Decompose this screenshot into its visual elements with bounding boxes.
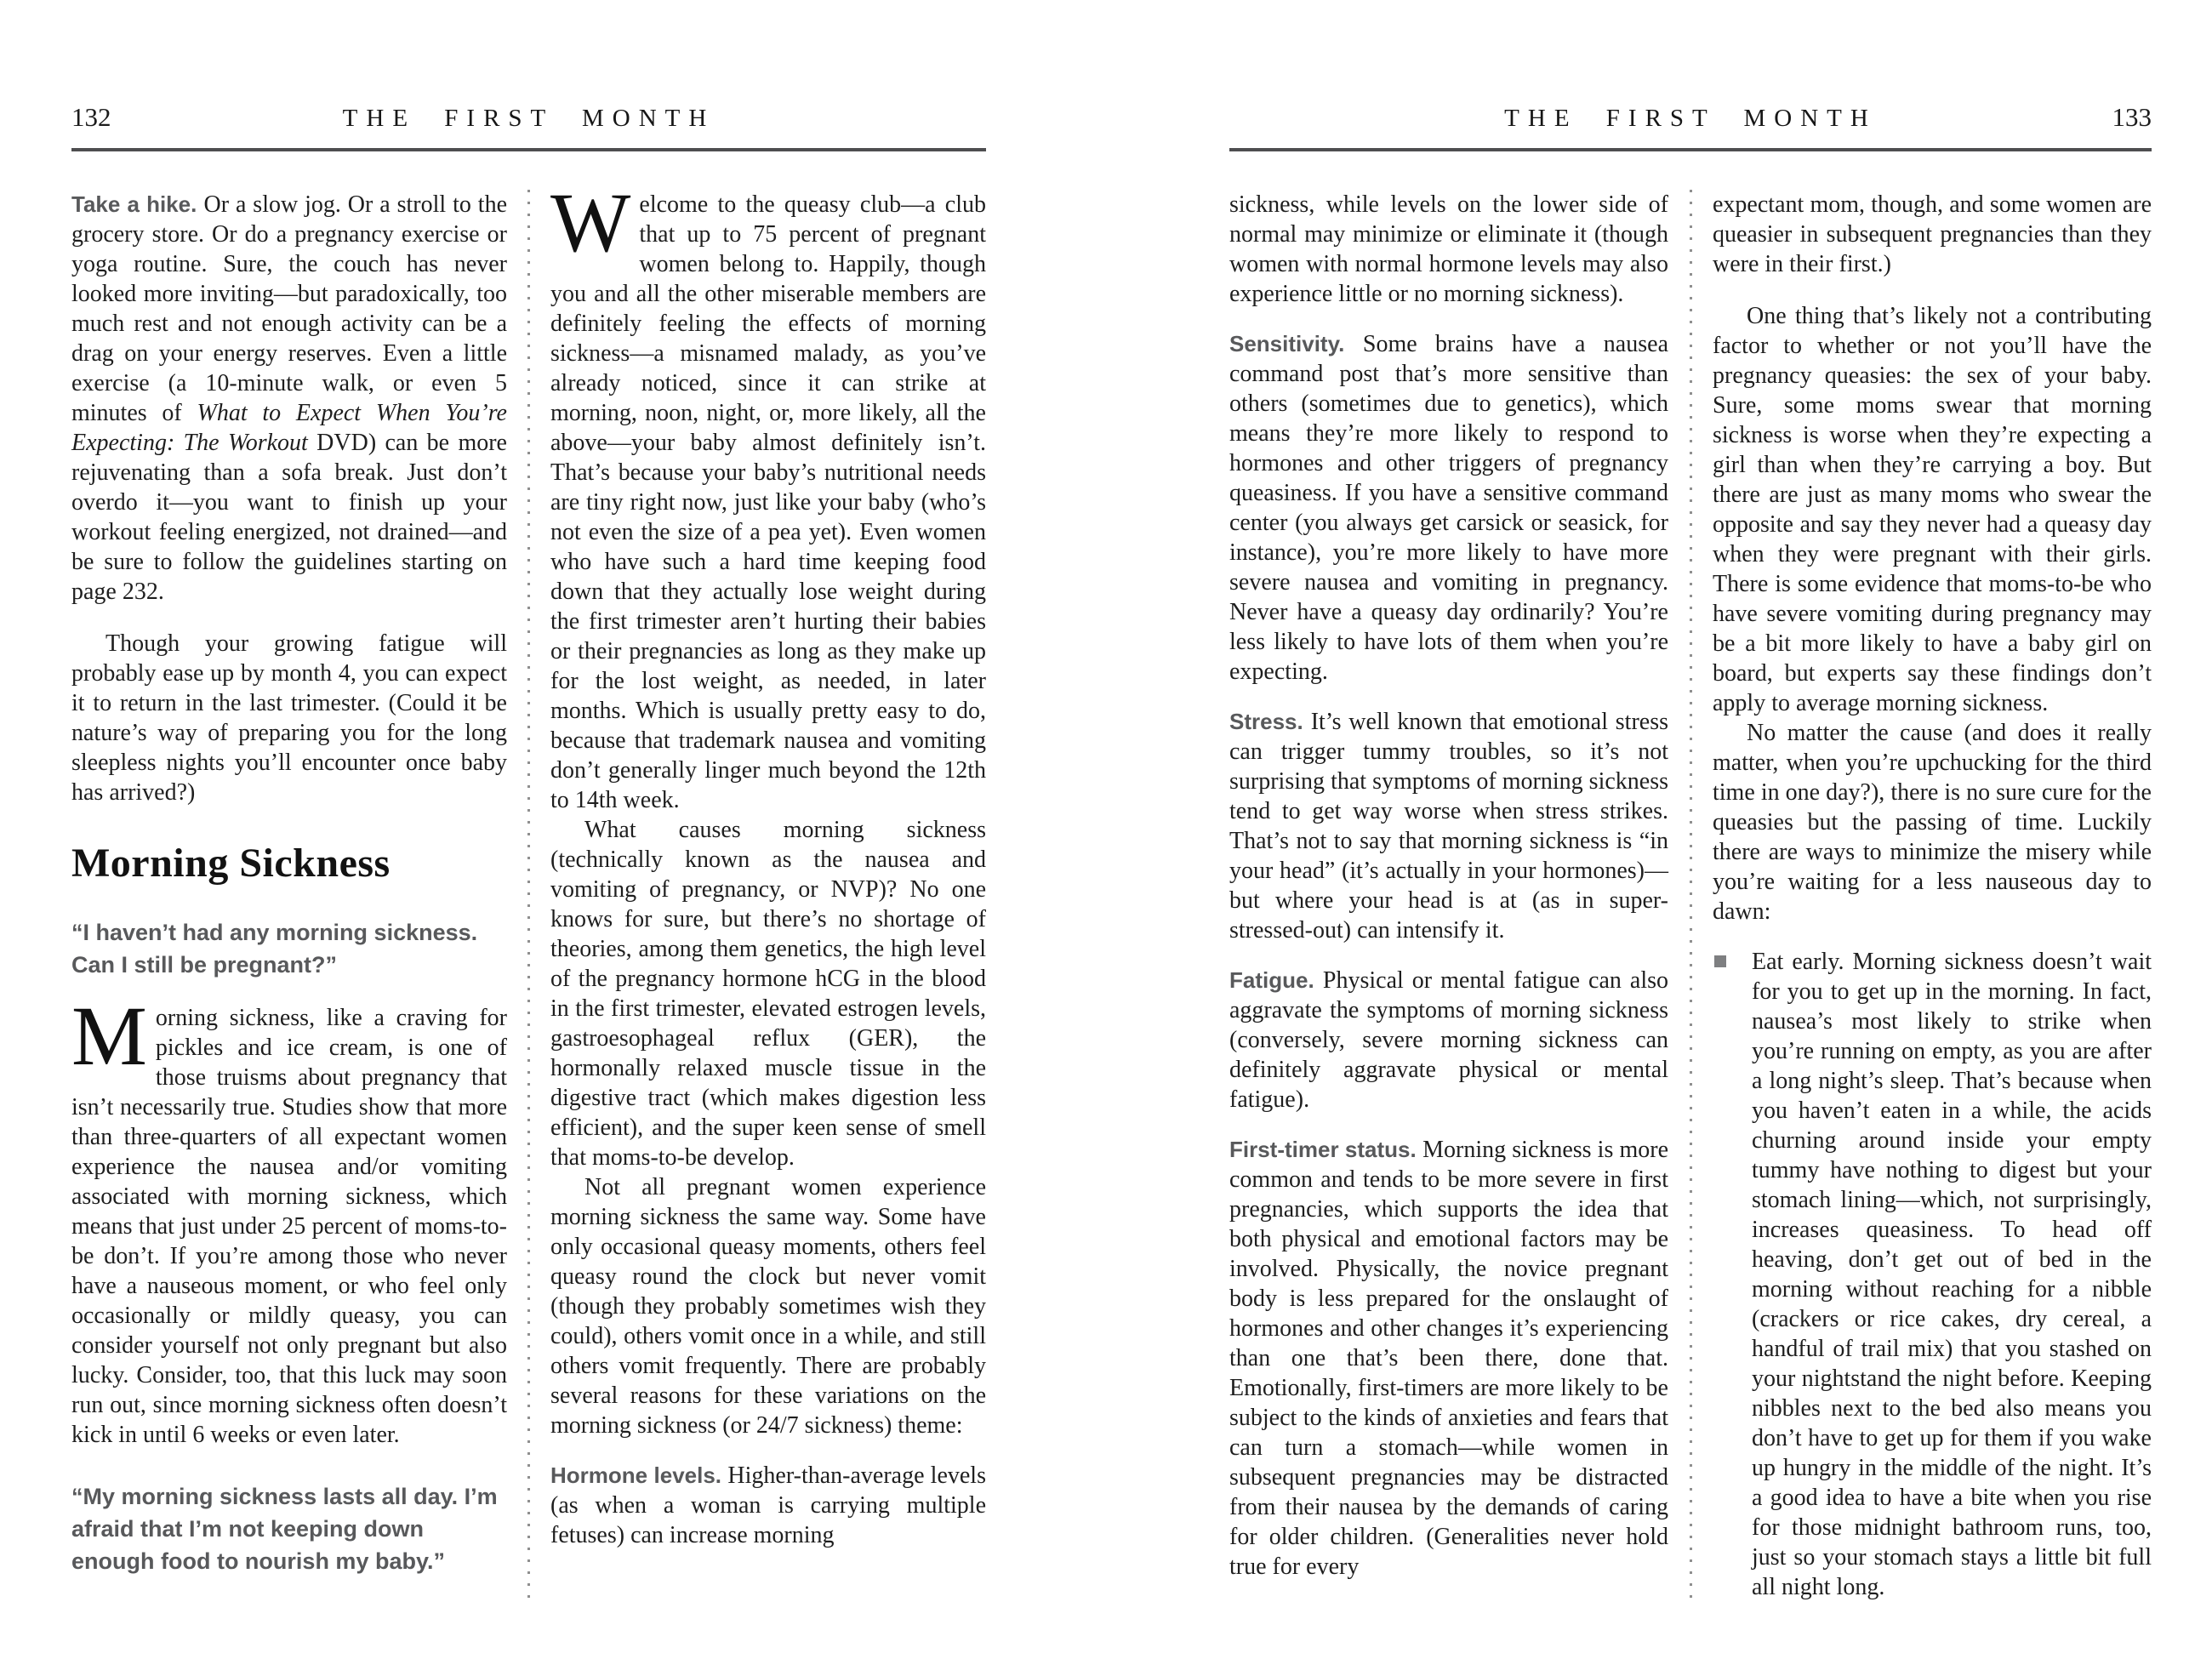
text-run: Not all pregnant women experience morning sickness the same way. Some have only occasional queasy moments, others feel queasy round the clock but never vomit (though they probably sometimes wish they could), others vomit once in a while, and still others vomit frequently. There are probably several reasons for these variations on the morning sickness (or 24/7 sickness) theme: (550, 1174, 986, 1439)
body-paragraph (550, 815, 986, 1172)
column-gap (507, 190, 550, 1599)
running-header-row (1229, 102, 2152, 136)
page-132 (71, 102, 986, 1599)
column-2 (550, 175, 986, 1599)
paragraph-lead-in: Take a hike. (71, 191, 204, 217)
reader-question: “My morning sickness lasts all day. I’m afraid that I’m not keeping down enough food to nourish my baby.” (71, 1484, 498, 1574)
page-number: 133 (2112, 102, 2152, 132)
body-paragraph (1229, 190, 1668, 309)
drop-cap: M (71, 989, 147, 1083)
header-rule (1229, 148, 2152, 151)
text-run: It’s well known that emotional stress can trigger tummy troubles, so it’s not surprising that symptoms of morning sickness tend to get way worse when stress strikes. That’s not to say that morning sickness is “in your head” (it’s actually in your hormones)—but where your head is at (as in super-stressed-out) can intensify it. (1229, 709, 1669, 944)
header-rule (71, 148, 986, 151)
running-header-row (71, 102, 986, 136)
paragraph-lead-in: Hormone levels. (550, 1462, 728, 1488)
reader-question: “I haven’t had any morning sickness. Can I still be pregnant?” (71, 920, 478, 978)
paragraph-lead-in: Stress. (1229, 709, 1311, 734)
body-paragraph (1713, 718, 2152, 926)
text-run: sickness, while levels on the lower side of normal may minimize or eliminate it (though women with normal hormone levels may also experience little or no morning sickness). (1229, 191, 1668, 307)
text-run: Morning sickness is more common and tends to be more severe in first pregnancies, which supports the idea that both physical and emotional factors may be involved. Physically, the novice pregnant body is less prepared for the onslaught of hormones and other changes it’s experiencing than one that’s been there, done that. Emotionally, first-timers are more likely to be subject to the kinds of anxieties and fears that can turn a stomach—while women in subsequent pregnancies may be distracted from their nausea by the demands of caring for older children. (Generalities never hold true for every (1229, 1137, 1669, 1580)
page-133 (1229, 102, 2152, 1602)
text-run: elcome to the queasy club—a club that up to 75 percent of pregnant women belong to. Happily, though you and all the other miserable members are definitely feeling the effects of morning sickness—a misnamed malady, as you’ve already noticed, since it can strike at morning, noon, night, or, more likely, all the above—your baby almost definitely isn’t. That’s because your baby’s nutritional needs are tiny right now, just like your baby (who’s not even the size of a pea yet). Even women who have such a hard time keeping food down that they actually lose weight during the first trimester aren’t hurting their babies or their pregnancies as long as they make up for the lost weight, as needed, in later months. Which is usually pretty easy to do, because that trademark nausea and vomiting don’t generally linger much beyond the 12th to 14th week. (550, 191, 986, 813)
text-run: orning sickness, like a craving for pickles and ice cream, is one of those truisms about pregnancy that isn’t necessarily true. Studies show that more than three-quarters of all expectant women experience the nausea and/or vomiting associated with morning sickness, which means that just under 25 percent of moms-to-be don’t. If you’re among those who never have a nauseous moment, or who feel only occasionally or mildly queasy, you can consider yourself not only pregnant but also lucky. Consider, too, that this luck may soon run out, since morning sickness often doesn’t kick in until 6 weeks or even later. (71, 1005, 507, 1448)
text-run: What causes morning sickness (technically known as the nausea and vomiting of pregnancy, or NVP)? No one knows for sure, but there’s no shortage of theories, among them genetics, the high level of the pregnancy hormone hCG in the blood in the first trimester, elevated estrogen levels, gastroesophageal reflux (GER), the hormonally relaxed muscle tissue in the digestive tract (which makes digestion less efficient), and the super keen sense of smell that moms-to-be develop. (550, 817, 986, 1171)
body-paragraph (71, 989, 507, 1450)
body-paragraph (71, 190, 507, 607)
dotted-column-rule (1690, 190, 1692, 1602)
text-run: Or a slow jog. Or a stroll to the grocery store. Or do a pregnancy exercise or yoga routine. Sure, the couch has never looked more inviting—but paradoxically, too much rest and not enough activity can be a drag on your energy reserves. Even a little exercise (a 10-minute walk, or even 5 minutes of (71, 191, 508, 426)
bullet-paragraph (1752, 947, 2152, 1602)
page-number: 132 (71, 102, 111, 132)
bullet-list-item (1713, 947, 2152, 1602)
body-paragraph (71, 629, 507, 807)
body-paragraph (550, 175, 986, 815)
section-heading: Morning Sickness (71, 841, 391, 886)
body-paragraph (1229, 1135, 1668, 1582)
italic-book-title: What to Expect When You’re Expecting: The Workout (71, 400, 507, 456)
dotted-column-rule (527, 190, 530, 1599)
drop-cap: W (550, 175, 631, 270)
body-paragraph (1229, 329, 1668, 687)
paragraph-lead-in: First-timer status. (1229, 1137, 1423, 1162)
text-run: Though your growing fatigue will probably ease up by month 4, you can expect it to return in the last trimester. (Could it be nature’s way of preparing you for the long sleepless nights you’ll encounter once baby has arrived?) (71, 630, 507, 806)
text-run: DVD) can be more rejuvenating than a sofa break. Just don’t overdo it—you want to finish up your workout feeling energized, not drained—and be sure to follow the guidelines starting on page 232. (71, 430, 507, 605)
paragraph-lead-in: Sensitivity. (1229, 331, 1363, 356)
text-columns (1229, 190, 2152, 1602)
body-paragraph (1713, 301, 2152, 718)
text-run: Eat early. Morning sickness doesn’t wait for you to get up in the morning. In fact, nausea’s most likely to strike when you’re running on empty, as you are after a long night’s sleep. That’s because when you haven’t eaten in a while, the acids churning around inside your empty tummy have nothing to digest but your stomach lining—which, not surprisingly, increases queasiness. To head off heaving, don’t get out of bed in the morning without reaching for a nibble (crackers or rice cakes, dry cereal, a handful of trail mix) that you stashed on your nightstand the night before. Keeping nibbles next to the bed also means you don’t have to get up for them if you wake up hungry in the middle of the night. It’s a good idea to have a bite when you rise for those midnight bathroom runs, too, just so your stomach stays a little bit full all night long. (1752, 949, 2152, 1600)
text-run: Some brains have a nausea command post that’s more sensitive than others (sometimes due to genetics), which means they’re more likely to respond to hormones and other triggers of pregnancy queasiness. If you have a sensitive command center (you always get carsick or seasick, for instance), you’re more likely to have more severe nausea and vomiting in pregnancy. Never have a queasy day ordinarily? You’re less likely to have lots of them when you’re expecting. (1229, 331, 1668, 685)
text-columns (71, 175, 986, 1599)
column-3 (1229, 190, 1668, 1602)
column-1 (71, 190, 507, 1599)
body-paragraph (550, 1461, 986, 1550)
text-run: No matter the cause (and does it really matter, when you’re upchucking for the third time in one day?), there is no sure cure for the queasies but the passing of time. Luckily there are ways to minimize the misery while you’re waiting for a less nauseous day to dawn: (1713, 720, 2152, 925)
body-paragraph (1229, 707, 1668, 945)
running-head-title: THE FIRST MONTH (342, 105, 715, 132)
body-paragraph (1713, 190, 2152, 279)
body-paragraph (1229, 966, 1668, 1115)
text-run: Higher-than-average levels (as when a woman is carrying multiple fetuses) can increase morning (550, 1462, 986, 1548)
text-run: expectant mom, though, and some women are queasier in subsequent pregnancies than they were in their first.) (1713, 191, 2152, 277)
text-run: One thing that’s likely not a contributing factor to whether or not you’ll have the pregnancy queasies: the sex of your baby. Sure, some moms swear that morning sickness is worse when they’re expecting a girl than when they’re carrying a boy. But there are just as many moms who swear the opposite and say they never had a queasy day when they were pregnant with their girls. There is some evidence that moms-to-be who have severe vomiting during pregnancy may be a bit more likely to have a baby girl on board, but experts say these findings don’t apply to average morning sickness. (1713, 303, 2152, 716)
running-head-title: THE FIRST MONTH (1504, 105, 1877, 132)
body-paragraph (550, 1172, 986, 1440)
text-run: Physical or mental fatigue can also aggravate the symptoms of morning sickness (conversely, severe morning sickness can definitely aggravate physical or mental fatigue). (1229, 967, 1668, 1113)
column-gap (1668, 190, 1713, 1602)
column-4 (1713, 190, 2152, 1602)
paragraph-lead-in: Fatigue. (1229, 967, 1323, 993)
bullet-square-icon (1714, 955, 1726, 967)
